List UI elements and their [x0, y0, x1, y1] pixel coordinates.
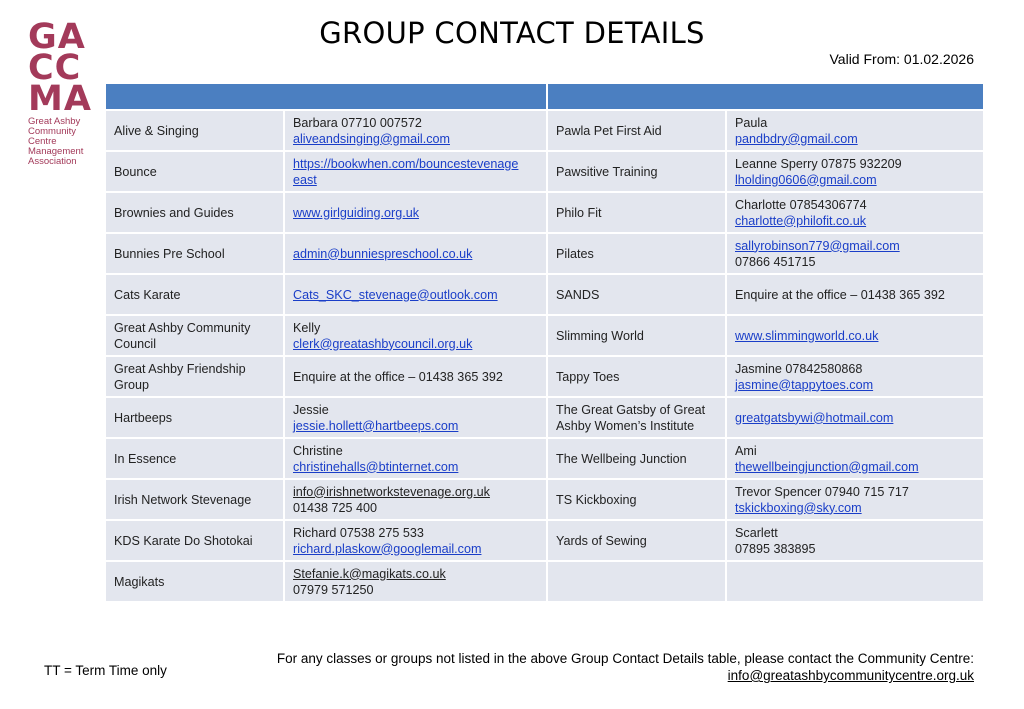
table-row [105, 397, 984, 438]
contact-text: Jessie [293, 402, 329, 417]
group-name-right: Tappy Toes [547, 356, 726, 397]
table-row [105, 561, 984, 602]
contact-link[interactable]: Stefanie.k@magikats.co.uk [293, 566, 446, 581]
group-name-right [547, 561, 726, 602]
contact-text: Barbara 07710 007572 [293, 115, 422, 130]
table-header-left [105, 83, 547, 110]
group-name-left: KDS Karate Do Shotokai [105, 520, 284, 561]
group-name-left: Cats Karate [105, 274, 284, 315]
contact-link[interactable]: lholding0606@gmail.com [735, 172, 877, 187]
valid-from-date: Valid From: 01.02.2026 [829, 51, 974, 67]
table-row [105, 520, 984, 561]
group-name-right: SANDS [547, 274, 726, 315]
contact-link[interactable]: sallyrobinson779@gmail.com [735, 238, 900, 253]
contact-link[interactable]: charlotte@philofit.co.uk [735, 213, 867, 228]
group-name-right: Yards of Sewing [547, 520, 726, 561]
group-contact-left [284, 356, 547, 397]
contact-link[interactable]: pandbdry@gmail.com [735, 131, 858, 146]
group-name-left: In Essence [105, 438, 284, 479]
contact-text: 07979 571250 [293, 582, 374, 597]
logo-letters-line: CC [28, 48, 82, 88]
contact-link[interactable]: Cats_SKC_stevenage@outlook.com [293, 287, 498, 302]
contact-text: Trevor Spencer 07940 715 717 [735, 484, 909, 499]
group-name-right: The Great Gatsby of Great Ashby Women’s Institute [547, 397, 726, 438]
group-name-right: TS Kickboxing [547, 479, 726, 520]
group-contact-right [726, 479, 984, 520]
contact-text: Christine [293, 443, 343, 458]
group-name-right: Slimming World [547, 315, 726, 356]
logo-subtitle-line: Management [28, 146, 84, 157]
group-contact-left [284, 561, 547, 602]
contact-text: Enquire at the office – 01438 365 392 [735, 287, 945, 302]
contact-text: 01438 725 400 [293, 500, 378, 515]
table-row [105, 356, 984, 397]
group-contact-right [726, 274, 984, 315]
contact-link[interactable]: www.slimmingworld.co.uk [735, 328, 879, 343]
table-row [105, 315, 984, 356]
group-name-right: Pawla Pet First Aid [547, 110, 726, 151]
group-contact-right [726, 151, 984, 192]
contact-text: 07866 451715 [735, 254, 816, 269]
contact-link[interactable]: www.girlguiding.org.uk [293, 205, 419, 220]
table-row [105, 192, 984, 233]
contact-text: Charlotte 07854306774 [735, 197, 867, 212]
logo-subtitle-line: Community [28, 126, 77, 137]
table-header-row [105, 83, 984, 110]
contact-text: 07895 383895 [735, 541, 816, 556]
footer-contact-text: For any classes or groups not listed in the above Group Contact Details table, please contact the Community Centre: [276, 651, 974, 666]
table-row [105, 110, 984, 151]
contact-link[interactable]: aliveandsinging@gmail.com [293, 131, 450, 146]
group-contact-left [284, 274, 547, 315]
contact-text: Paula [735, 115, 768, 130]
group-contact-right [726, 356, 984, 397]
contact-link[interactable]: thewellbeingjunction@gmail.com [735, 459, 919, 474]
contact-text: Ami [735, 443, 757, 458]
group-contact-left [284, 110, 547, 151]
contact-text: Richard 07538 275 533 [293, 525, 424, 540]
group-name-left: Hartbeeps [105, 397, 284, 438]
group-contact-left [284, 151, 547, 192]
table-row [105, 233, 984, 274]
logo-subtitle-line: Association [28, 156, 77, 167]
group-contact-right [726, 561, 984, 602]
group-name-right: Pawsitive Training [547, 151, 726, 192]
group-name-left: Irish Network Stevenage [105, 479, 284, 520]
contact-link[interactable]: admin@bunniespreschool.co.uk [293, 246, 473, 261]
group-name-right: The Wellbeing Junction [547, 438, 726, 479]
table-row [105, 479, 984, 520]
community-centre-email-link[interactable]: info@greatashbycommunitycentre.org.uk [727, 668, 974, 683]
term-time-note: TT = Term Time only [44, 663, 167, 678]
group-name-right: Pilates [547, 233, 726, 274]
group-name-left: Great Ashby Community Council [105, 315, 284, 356]
contact-text: Jasmine 07842580868 [735, 361, 863, 376]
group-contacts-table [104, 82, 985, 603]
group-contact-left [284, 438, 547, 479]
group-name-left: Alive & Singing [105, 110, 284, 151]
group-name-right: Philo Fit [547, 192, 726, 233]
group-contact-left [284, 397, 547, 438]
contact-link[interactable]: east [293, 172, 317, 187]
group-contact-right [726, 438, 984, 479]
group-contact-right [726, 110, 984, 151]
contact-text: Kelly [293, 320, 321, 335]
group-name-left: Magikats [105, 561, 284, 602]
contact-link[interactable]: christinehalls@btinternet.com [293, 459, 459, 474]
table-body [105, 83, 984, 602]
contact-link[interactable]: richard.plaskow@googlemail.com [293, 541, 482, 556]
logo-letters-line: GA [28, 17, 86, 57]
contact-text: Scarlett [735, 525, 778, 540]
footer-contact-note [277, 650, 974, 684]
contact-link[interactable]: https://bookwhen.com/bouncestevenage [293, 156, 519, 171]
table-header-right [547, 83, 984, 110]
group-contact-right [726, 397, 984, 438]
logo-subtitle-line: Great Ashby [28, 116, 81, 127]
contact-text: Enquire at the office – 01438 365 392 [293, 369, 503, 384]
group-contact-left [284, 233, 547, 274]
table-row [105, 438, 984, 479]
group-contact-right [726, 520, 984, 561]
contact-link[interactable]: tskickboxing@sky.com [735, 500, 862, 515]
group-name-left: Bounce [105, 151, 284, 192]
group-contact-right [726, 192, 984, 233]
logo-subtitle-line: Centre [28, 136, 57, 147]
group-contact-left [284, 520, 547, 561]
logo-subtitle [28, 117, 108, 167]
contact-link[interactable]: info@irishnetworkstevenage.org.uk [293, 484, 490, 499]
contact-text: Leanne Sperry 07875 932209 [735, 156, 902, 171]
page-title: GROUP CONTACT DETAILS [319, 16, 705, 50]
contact-link[interactable]: greatgatsbywi@hotmail.com [735, 410, 894, 425]
contact-link[interactable]: clerk@greatashbycouncil.org.uk [293, 336, 473, 351]
group-contact-right [726, 233, 984, 274]
group-contact-left [284, 479, 547, 520]
group-contact-left [284, 315, 547, 356]
contact-link[interactable]: jasmine@tappytoes.com [735, 377, 874, 392]
group-name-left: Great Ashby Friendship Group [105, 356, 284, 397]
contact-link[interactable]: jessie.hollett@hartbeeps.com [293, 418, 459, 433]
table-row [105, 151, 984, 192]
group-name-left: Brownies and Guides [105, 192, 284, 233]
table-row [105, 274, 984, 315]
group-name-left: Bunnies Pre School [105, 233, 284, 274]
logo-letters-line: MA [28, 79, 92, 119]
group-contact-right [726, 315, 984, 356]
group-contact-left [284, 192, 547, 233]
